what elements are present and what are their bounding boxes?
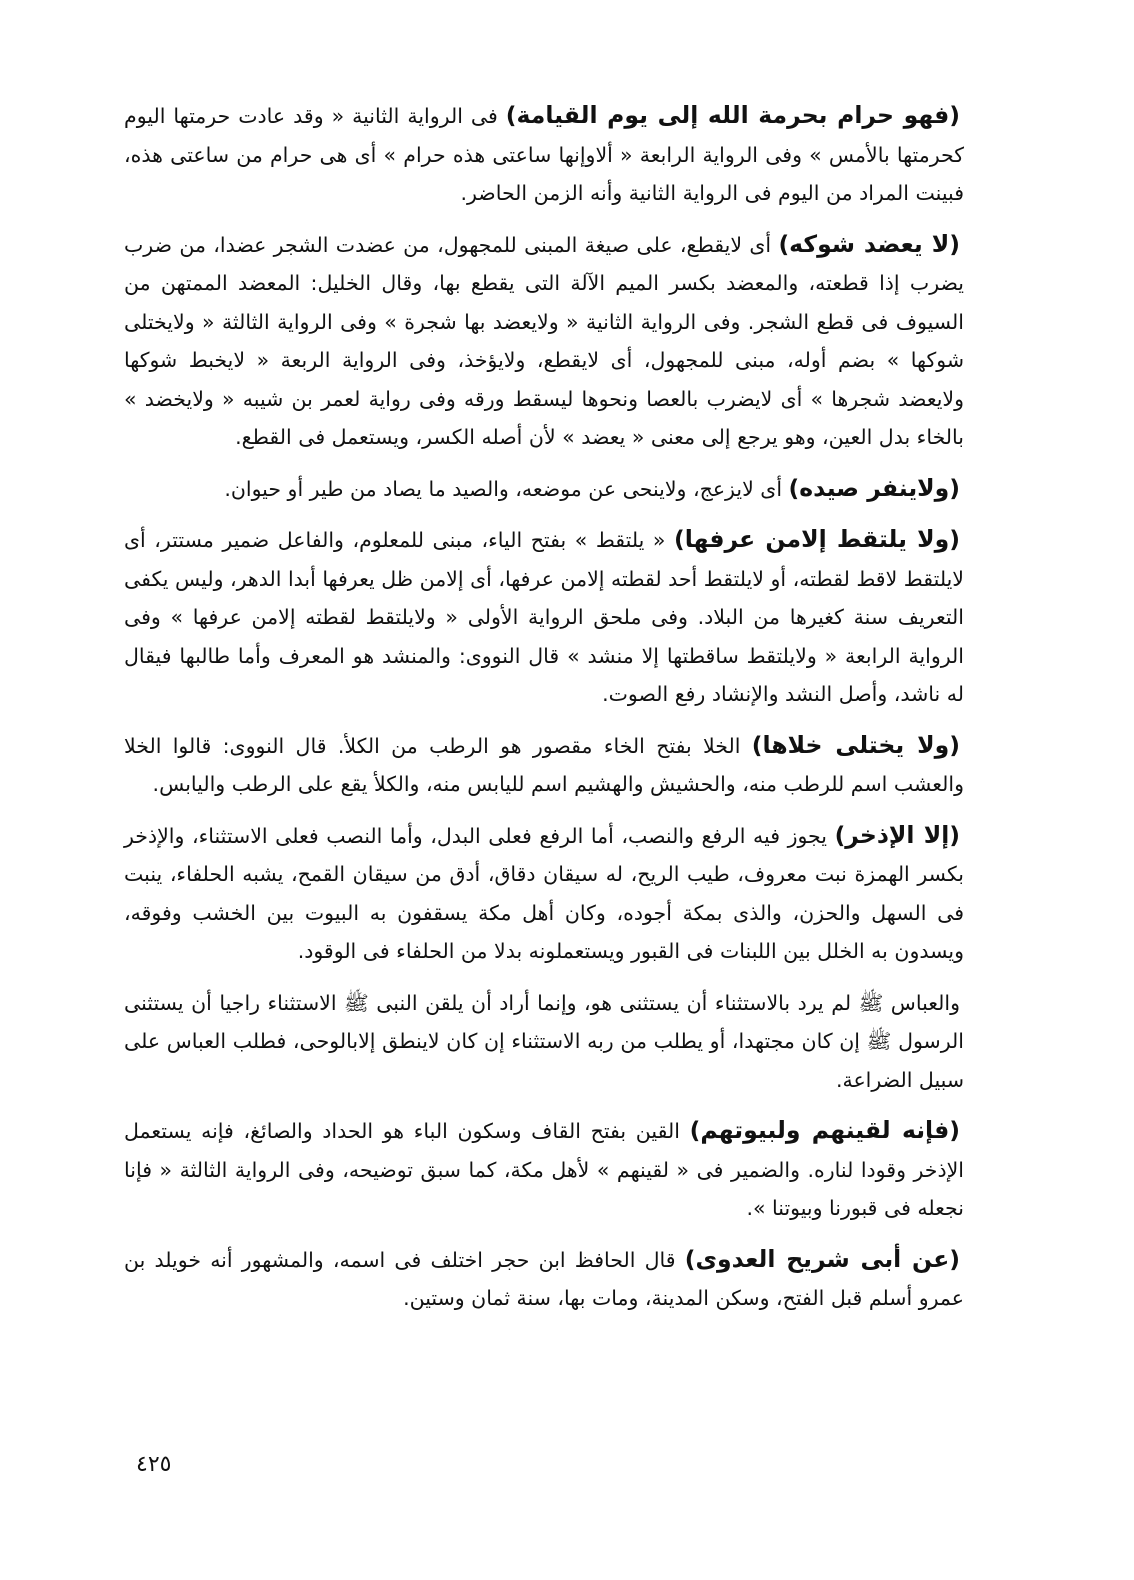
paragraph-heading: (لا يعضد شوكه) (778, 229, 960, 258)
paragraph-text: يجوز فيه الرفع والنصب، أما الرفع فعلى البدل، وأما النصب فعلى الاستثناء، والإذخر بكسر الهمزة نبت معروف، طيب الريح، له سيقان دقاق، أدق من سيقان القمح، يشبه الحلفاء، ينبت فى السهل والحزن، والذى بمكة أجوده، وكان أهل مكة يسقفون به البيوت بين الخشب وفوقه، ويسدون به الخلل بين اللبنات فى القبور ويستعملونه بدلا من الحلفاء فى الوقود. (124, 823, 964, 963)
paragraph-8 (124, 1111, 964, 1228)
paragraph-9 (124, 1240, 964, 1318)
paragraph-5 (124, 726, 964, 804)
paragraph-3 (124, 469, 964, 509)
paragraph-4 (124, 520, 964, 714)
paragraph-text: القين بفتح القاف وسكون الباء هو الحداد والصائغ، فإنه يستعمل الإذخر وقودا لناره. والضمير فى « لقينهم » لأهل مكة، كما سبق توضيحه، وفى الرواية الثالثة « فإنا نجعله فى قبورنا وبيوتنا ». (124, 1119, 964, 1220)
paragraph-7 (124, 983, 964, 1100)
paragraph-heading: (ولاينفر صيده) (788, 473, 960, 502)
page-body (124, 96, 964, 1330)
paragraph-heading: (ولا يختلى خلاها) (751, 730, 961, 759)
paragraph-text: « يلتقط » بفتح الياء، مبنى للمعلوم، والفاعل ضمير مستتر، أى لايلتقط لاقط لقطته، أو لايلتقط أحد لقطته إلامن عرفها، أى إلامن ظل يعرفها أبدا الدهر، وليس يكفى التعريف سنة كغيرها من البلاد. وفى ملحق الرواية الأولى « ولايلتقط لقطته إلامن عرفها » وفى الرواية الرابعة « ولايلتقط ساقطتها إلا منشد » قال النووى: والمنشد هو المعرف وأما طالبها فيقال له ناشد، وأصل النشد والإنشاد رفع الصوت. (124, 528, 964, 706)
paragraph-2 (124, 225, 964, 457)
paragraph-heading: (عن أبى شريح العدوى) (684, 1244, 960, 1273)
paragraph-1 (124, 96, 964, 213)
page-number: ٤٢٥ (136, 1452, 172, 1477)
paragraph-heading: (فهو حرام بحرمة الله إلى يوم القيامة) (505, 101, 961, 129)
paragraph-text: والعباس ﷺ لم يرد بالاستثناء أن يستثنى هو، وإنما أراد أن يلقن النبى ﷺ الاستثناء راجيا أن يستثنى الرسول ﷺ إن كان مجتهدا، أو يطلب من ربه الاستثناء إن كان لاينطق إلابالوحى، فطلب العباس على سبيل الضراعة. (124, 990, 964, 1092)
paragraph-text: الخلا بفتح الخاء مقصور هو الرطب من الكلأ. قال النووى: قالوا الخلا والعشب اسم للرطب منه، والحشيش والهشيم اسم لليابس منه، والكلأ يقع على الرطب واليابس. (124, 733, 964, 796)
paragraph-heading: (فإنه لقينهم ولبيوتهم) (689, 1116, 960, 1144)
paragraph-heading: (إلا الإذخر) (834, 820, 960, 849)
paragraph-6 (124, 816, 964, 971)
paragraph-text: أى لايقطع، على صيغة المبنى للمجهول، من عضدت الشجر عضدا، من ضرب يضرب إذا قطعته، والمعضد بكسر الميم الآلة التى يقطع بها، وقال الخليل: المعضد الممتهن من السيوف فى قطع الشجر. وفى الرواية الثانية « ولايعضد بها شجرة » وفى الرواية الثالثة « ولايختلى شوكها » بضم أوله، مبنى للمجهول، أى لايقطع، ولايؤخذ، وفى الرواية الربعة « لايخبط شوكها ولايعضد شجرها » أى لايضرب بالعصا ونحوها ليسقط ورقه وفى رواية لعمر بن شيبه « ولايخضد » بالخاء بدل العين، وهو يرجع إلى معنى « يعضد » لأن أصله الكسر، ويستعمل فى القطع. (124, 232, 964, 449)
paragraph-heading: (ولا يلتقط إلامن عرفها) (674, 525, 960, 553)
paragraph-text: قال الحافظ ابن حجر اختلف فى اسمه، والمشهور أنه خويلد بن عمرو أسلم قبل الفتح، وسكن المدينة، ومات بها، سنة ثمان وستين. (124, 1247, 964, 1310)
paragraph-text: فى الرواية الثانية « وقد عادت حرمتها اليوم كحرمتها بالأمس » وفى الرواية الرابعة « ألاوإنها ساعتى هذه حرام » أى هى حرام من ساعتى هذه، فبينت المراد من اليوم فى الرواية الثانية وأنه الزمن الحاضر. (124, 104, 964, 205)
paragraph-text: أى لايزعج، ولاينحى عن موضعه، والصيد ما يصاد من طير أو حيوان. (224, 476, 789, 501)
